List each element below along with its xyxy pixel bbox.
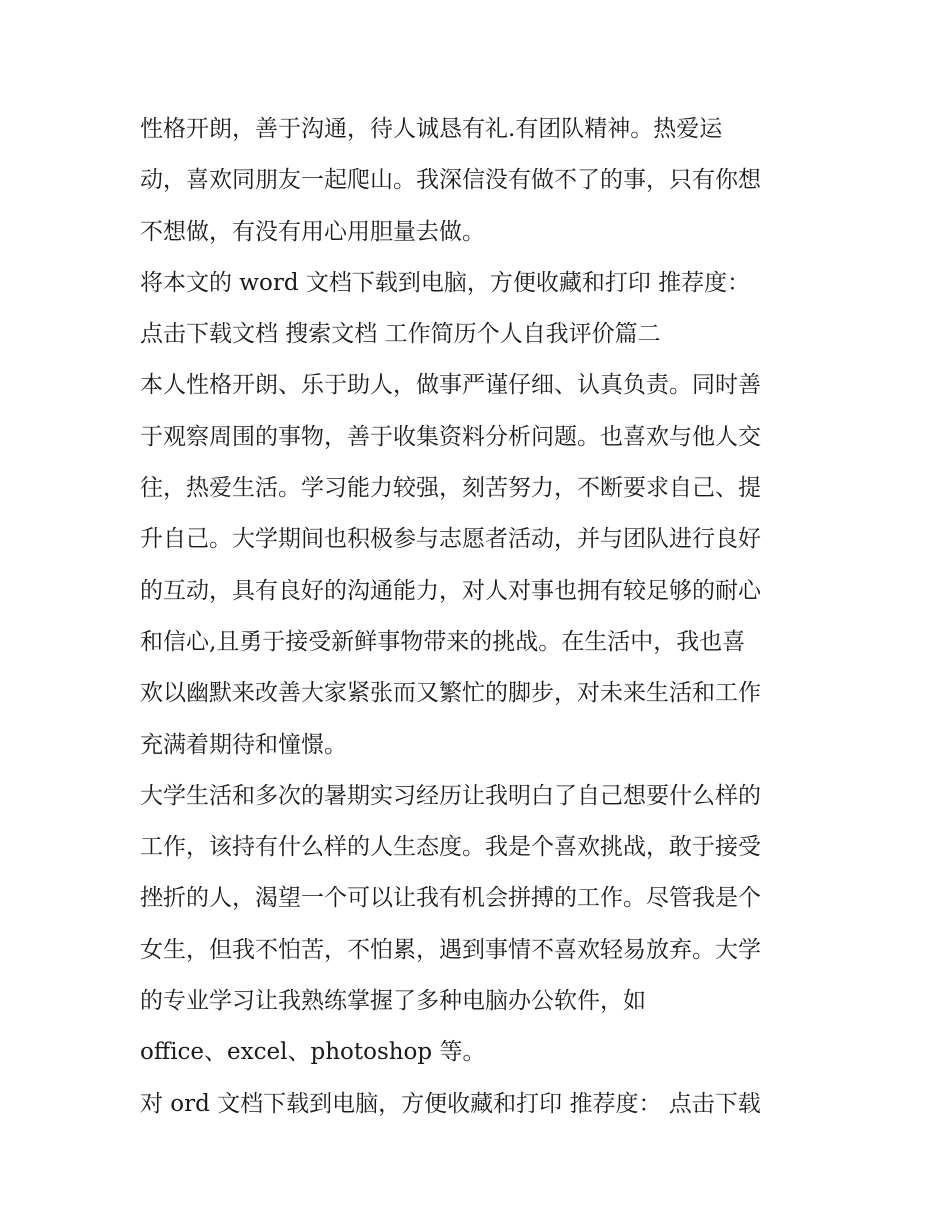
download-links-line: 点击下载文档 搜索文档 工作简历个人自我评价篇二	[140, 321, 661, 348]
text-line: 大学生活和多次的暑期实习经历让我明白了自己想要什么样的	[140, 782, 761, 809]
document-body	[140, 104, 820, 1130]
text-line: 挫折的人，渴望一个可以让我有机会拼搏的工作。尽管我是个	[140, 885, 761, 912]
text-line: 的专业学习让我熟练掌握了多种电脑办公软件，如	[140, 988, 646, 1015]
text-line: 的互动，具有良好的沟通能力，对人对事也拥有较足够的耐心	[140, 577, 761, 604]
download-prompt-line: 对 ord 文档下载到电脑，方便收藏和打印 推荐度： 点击下载	[140, 1090, 761, 1117]
text-line: 于观察周围的事物，善于收集资料分析问题。也喜欢与他人交	[140, 423, 761, 450]
text-line: 和信心,且勇于接受新鲜事物带来的挑战。在生活中，我也喜	[140, 628, 746, 655]
text-line: 不想做，有没有用心用胆量去做。	[140, 218, 485, 245]
text-line: 欢以幽默来改善大家紧张而又繁忙的脚步，对未来生活和工作	[140, 680, 761, 707]
text-line: 工作，该持有什么样的人生态度。我是个喜欢挑战，敢于接受	[140, 834, 761, 861]
text-line: 本人性格开朗、乐于助人，做事严谨仔细、认真负责。同时善	[140, 372, 761, 399]
text-line: 往，热爱生活。学习能力较强，刻苦努力，不断要求自己、提	[140, 475, 761, 502]
text-line: 充满着期待和憧憬。	[140, 731, 347, 758]
text-line: 性格开朗，善于沟通，待人诚恳有礼.有团队精神。热爱运	[140, 116, 723, 142]
download-prompt-line: 将本文的 word 文档下载到电脑，方便收藏和打印 推荐度：	[140, 269, 751, 296]
text-line: office、excel、photoshop 等。	[140, 1039, 486, 1066]
text-line: 女生，但我不怕苦，不怕累，遇到事情不喜欢轻易放弃。大学	[140, 936, 761, 963]
text-line: 升自己。大学期间也积极参与志愿者活动，并与团队进行良好	[140, 526, 761, 553]
text-line: 动，喜欢同朋友一起爬山。我深信没有做不了的事，只有你想	[140, 167, 761, 194]
